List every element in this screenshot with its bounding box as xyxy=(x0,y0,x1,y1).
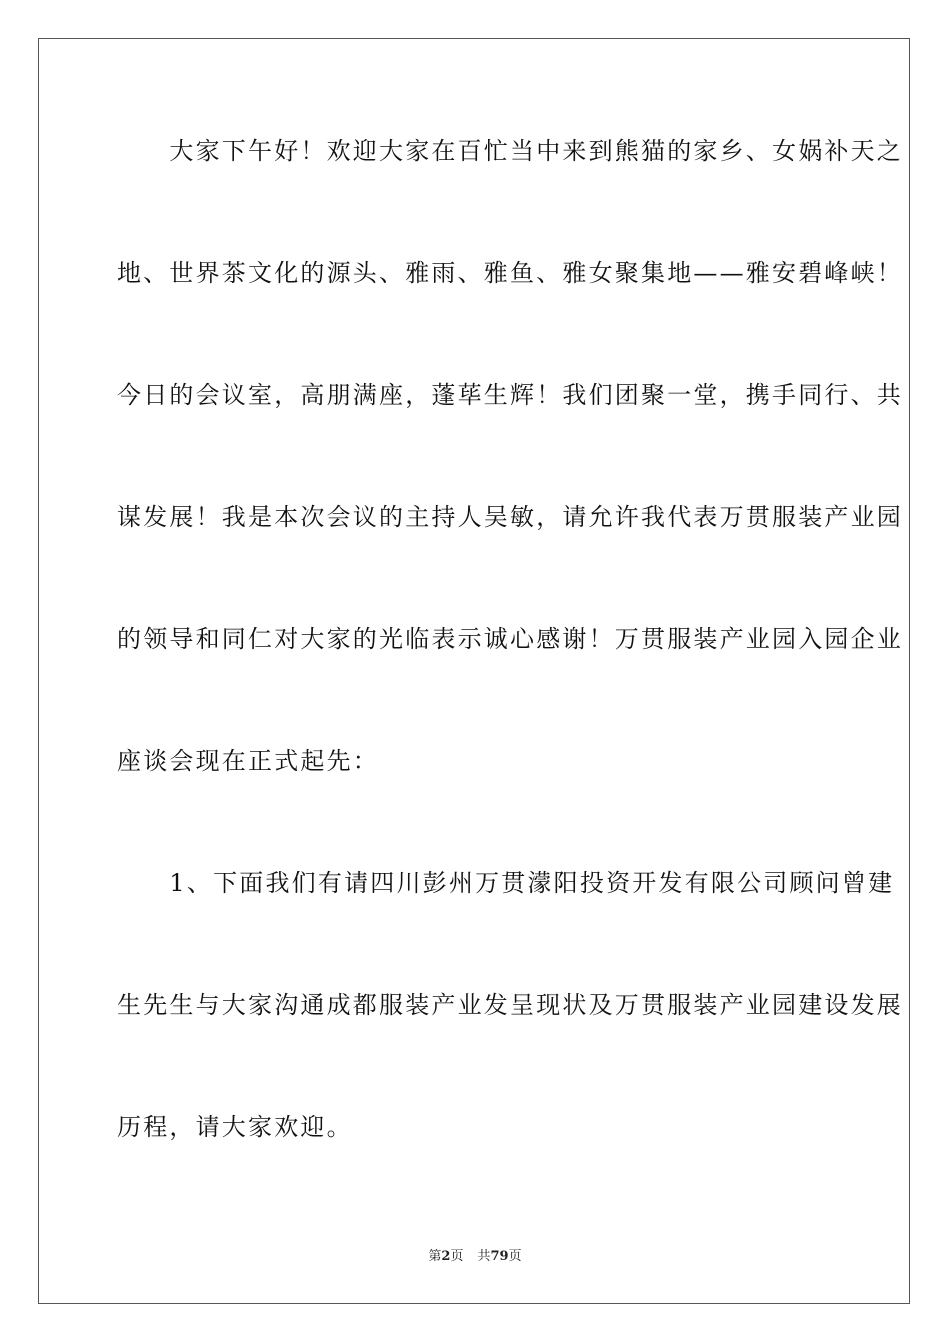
paragraph-1-line-5: 的领导和同仁对大家的光临表示诚心感谢！万贯服装产业园入园企业 xyxy=(117,625,903,653)
page-suffix: 页 xyxy=(450,1249,464,1264)
paragraph-1-line-1: 大家下午好！欢迎大家在百忙当中来到熊猫的家乡、女娲补天之 xyxy=(117,137,903,165)
paragraph-1-line-6: 座谈会现在正式起先： xyxy=(117,747,379,775)
page-number: 2 xyxy=(441,1249,451,1264)
paragraph-1-line-2: 地、世界茶文化的源头、雅雨、雅鱼、雅女聚集地——雅安碧峰峡！ xyxy=(117,259,903,287)
paragraph-1-line-3: 今日的会议室，高朋满座，蓬荜生辉！我们团聚一堂，携手同行、共 xyxy=(117,381,903,409)
page-prefix: 第 xyxy=(428,1249,442,1264)
total-pages: 79 xyxy=(490,1249,509,1264)
paragraph-1-line-4: 谋发展！我是本次会议的主持人吴敏，请允许我代表万贯服装产业园 xyxy=(117,503,903,531)
total-suffix: 页 xyxy=(508,1249,522,1264)
page-footer xyxy=(0,1245,950,1264)
paragraph-2-line-3: 历程，请大家欢迎。 xyxy=(117,1113,353,1141)
document-body xyxy=(117,125,903,1223)
total-prefix: 共 xyxy=(477,1249,491,1264)
paragraph-2-line-1: 1、下面我们有请四川彭州万贯濛阳投资开发有限公司顾问曾建 xyxy=(117,869,895,897)
paragraph-2-line-2: 生先生与大家沟通成都服装产业发呈现状及万贯服装产业园建设发展 xyxy=(117,991,903,1019)
